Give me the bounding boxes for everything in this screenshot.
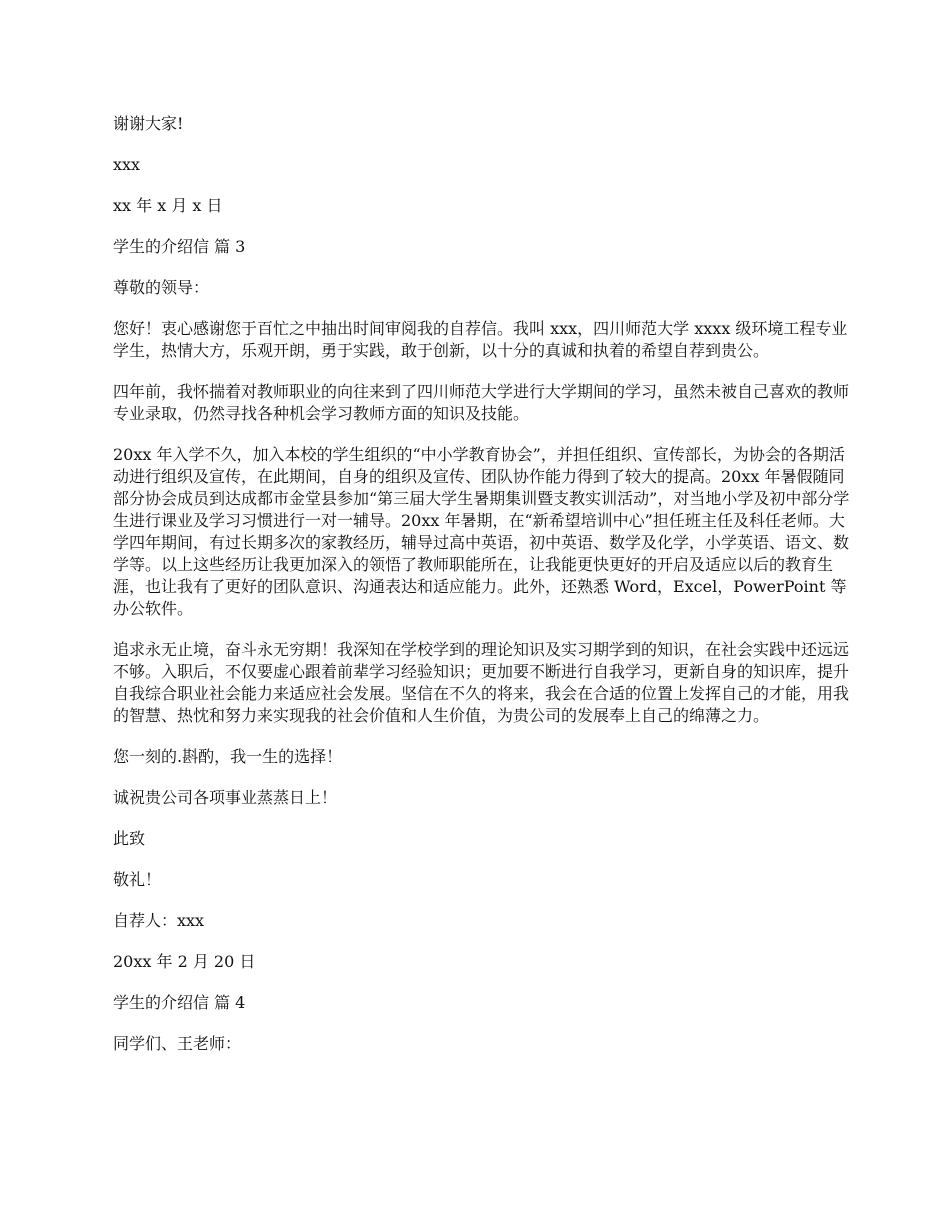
section-heading-4: 学生的介绍信 篇 4 xyxy=(113,993,246,1012)
body-paragraph-intro: 您好！衷心感谢您于百忙之中抽出时间审阅我的自荐信。我叫 xxx，四川师范大学 xxxx 级环境工程专业学生，热情大方，乐观开朗，勇于实践，敢于创新，以十分的真诚和执着的希望自荐到贵公。 xyxy=(113,319,848,360)
body-paragraph-background: 四年前，我怀揣着对教师职业的向往来到了四川师范大学进行大学期间的学习，虽然未被自己喜欢的教师专业录取，仍然寻找各种机会学习教师方面的知识及技能。 xyxy=(113,382,850,423)
closing-thanks: 谢谢大家! xyxy=(113,114,184,133)
signature-date: xx 年 x 月 x 日 xyxy=(113,196,223,215)
salutation-4: 同学们、王老师： xyxy=(113,1034,242,1053)
body-paragraph-experience: 20xx 年入学不久，加入本校的学生组织的“中小学教育协会”，并担任组织、宣传部长，为协会的各期活动进行组织及宣传，在此期间，自身的组织及宣传、团队协作能力得到了较大的提高。20xx 年暑假随同部分协会成员到达成都市金堂县参加“第三届大学生暑期集训暨支教实训活动”，对当地小学及初中部分学生进行课业及学习习惯进行一对一辅导。20xx 年暑期，在“新希望培训中心”担任班主任及科任老师。大学四年期间，有过长期多次的家教经历，辅导过高中英语，初中英语、数学及化学，小学英语、语文、数学等。以上这些经历让我更加深入的领悟了教师职能所在，让我能更快更好的开启及适应以后的教育生涯，也让我有了更好的团队意识、沟通表达和适应能力。此外，还熟悉 Word，Excel，PowerPoint 等办公软件。 xyxy=(113,445,850,618)
signature-name: xxx xyxy=(113,155,141,174)
closing-cizhi: 此致 xyxy=(113,829,146,848)
body-paragraph-aspiration: 追求永无止境，奋斗永无穷期！我深知在学校学到的理论知识及实习期学到的知识，在社会实践中还远远不够。入职后，不仅要虚心跟着前辈学习经验知识；更加要不断进行自我学习，更新自身的知识库，提升自我综合职业社会能力来适应社会发展。坚信在不久的将来，我会在合适的位置上发挥自己的才能，用我的智慧、热忱和努力来实现我的社会价值和人生价值，为贵公司的发展奉上自己的绵薄之力。 xyxy=(113,640,850,725)
body-paragraph-choice: 您一刻的.斟酌，我一生的选择！ xyxy=(113,747,343,766)
closing-jingli: 敬礼！ xyxy=(113,870,162,889)
letter-date: 20xx 年 2 月 20 日 xyxy=(113,952,256,971)
recommender-name: 自荐人：xxx xyxy=(113,911,205,930)
salutation: 尊敬的领导： xyxy=(113,278,210,297)
section-heading-3: 学生的介绍信 篇 3 xyxy=(113,237,246,256)
body-paragraph-wishes: 诚祝贵公司各项事业蒸蒸日上！ xyxy=(113,788,338,807)
document-body xyxy=(113,113,853,1074)
